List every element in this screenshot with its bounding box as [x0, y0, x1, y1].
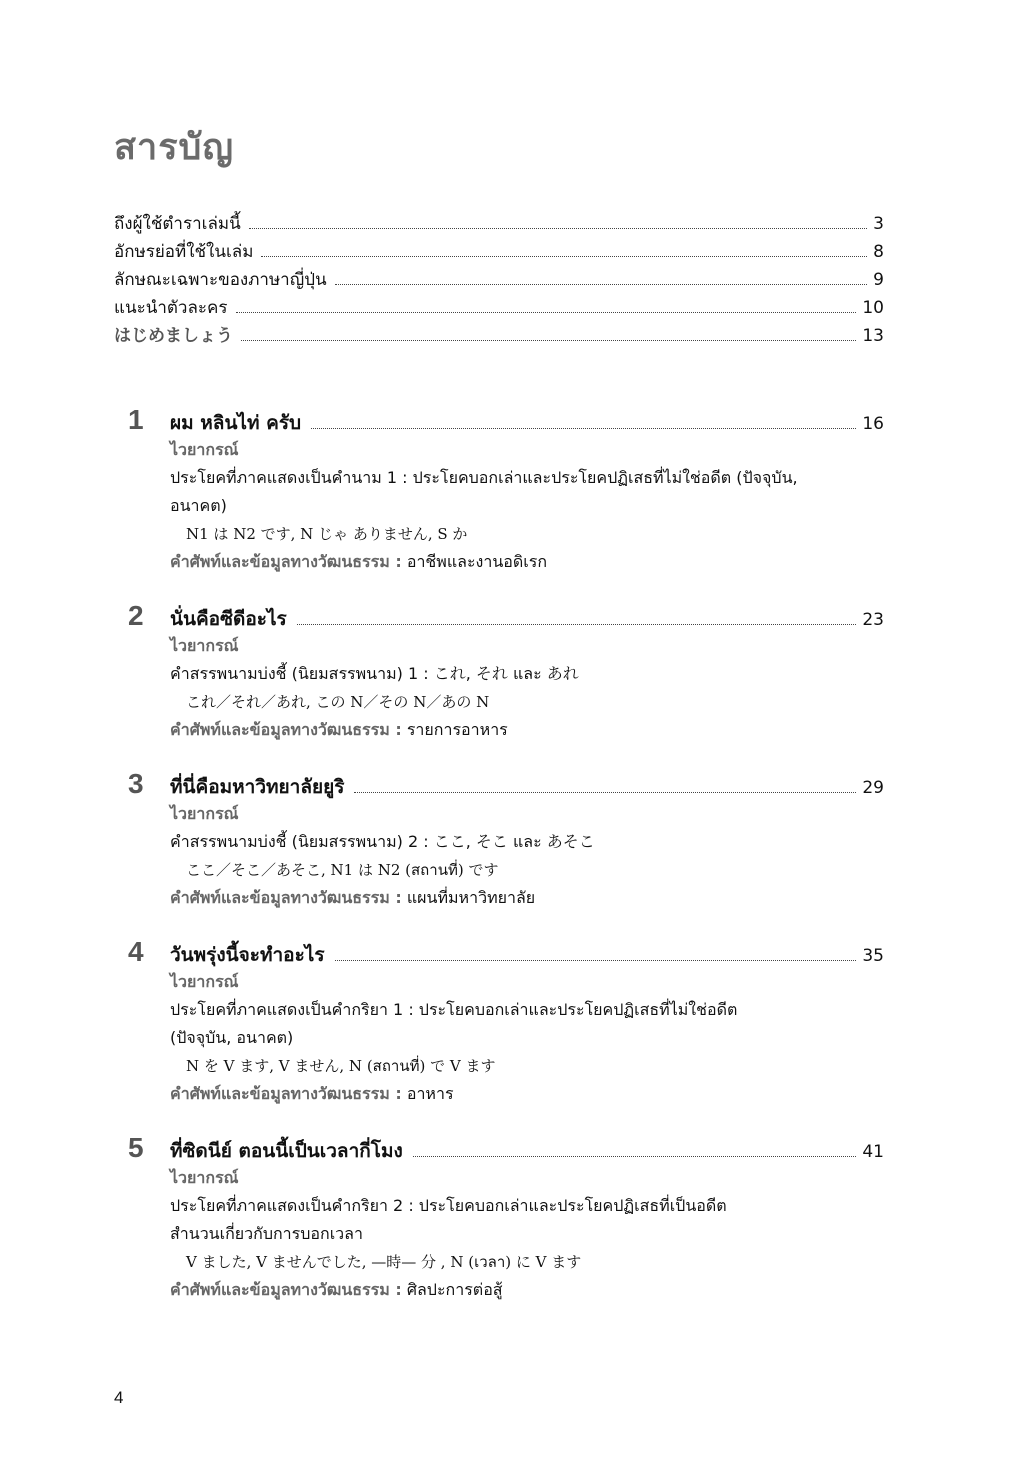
toc-entry-page: 9: [873, 270, 884, 290]
toc-entry-page: 8: [873, 242, 884, 262]
chapter-title: ที่นี่คือมหาวิทยาลัยยูริ: [170, 776, 345, 798]
dot-leader: [413, 1155, 857, 1157]
chapter-1: [128, 404, 884, 576]
chapter-3: [128, 768, 884, 912]
dot-leader: [241, 339, 856, 341]
dot-leader: [297, 623, 857, 625]
chapter-title: วันพรุ่งนี้จะทำอะไร: [170, 944, 325, 966]
grammar-pattern: N を V ます, V ません, N (สถานที่) で V ます: [186, 1057, 496, 1075]
dot-leader: [335, 959, 857, 961]
toc-entry-label: ถึงผู้ใช้ตำราเล่มนี้: [114, 214, 241, 234]
grammar-line: อนาคต): [170, 496, 227, 515]
chapter-5: [128, 1132, 884, 1304]
chapter-heading[interactable]: [128, 600, 884, 632]
grammar-line: ประโยคที่ภาคแสดงเป็นคำนาม 1 : ประโยคบอกเล่าและประโยคปฏิเสธที่ไม่ใช่อดีต (ปัจจุบัน,: [170, 468, 798, 487]
toc-entry-japanese-features[interactable]: [114, 266, 884, 294]
toc-entry-hajimemashou[interactable]: [114, 322, 884, 350]
vocab-label: คำศัพท์และข้อมูลทางวัฒนธรรม :: [170, 1084, 402, 1103]
chapter-page: 29: [862, 778, 884, 798]
grammar-line: คำสรรพนามบ่งชี้ (นิยมสรรพนาม) 1 : これ, それ และ あれ: [170, 664, 579, 683]
chapter-number: 4: [128, 936, 144, 967]
chapter-page: 16: [862, 414, 884, 434]
vocab-line: [170, 1276, 884, 1304]
toc-entry-users-guide[interactable]: [114, 210, 884, 238]
grammar-line: ประโยคที่ภาคแสดงเป็นคำกริยา 1 : ประโยคบอกเล่าและประโยคปฏิเสธที่ไม่ใช่อดีต: [170, 1000, 738, 1019]
page-number: 4: [114, 1388, 124, 1407]
chapter-number: 2: [128, 600, 144, 631]
vocab-label: คำศัพท์และข้อมูลทางวัฒนธรรม :: [170, 1280, 402, 1299]
chapter-2: [128, 600, 884, 744]
toc-entry-page: 10: [862, 298, 884, 318]
grammar-heading: ไวยากรณ์: [170, 804, 239, 823]
toc-entry-characters[interactable]: [114, 294, 884, 322]
dot-leader: [354, 791, 856, 793]
grammar-pattern: ここ／そこ／あそこ, N1 は N2 (สถานที่) です: [186, 861, 499, 879]
vocab-line: [170, 548, 884, 576]
page-title: สารบัญ: [114, 127, 235, 168]
grammar-heading: ไวยากรณ์: [170, 440, 239, 459]
grammar-line: (ปัจจุบัน, อนาคต): [170, 1028, 294, 1047]
dot-leader: [261, 255, 867, 257]
vocab-line: [170, 884, 884, 912]
toc-entry-page: 3: [873, 214, 884, 234]
toc-entry-page: 13: [862, 326, 884, 346]
toc-entry-label: はじめましょう: [114, 326, 233, 346]
grammar-pattern: V ました, V ませんでした, —時— 分 , N (เวลา) に V ます: [186, 1253, 582, 1271]
chapter-heading[interactable]: [128, 404, 884, 436]
vocab-line: [170, 1080, 884, 1108]
grammar-line: สำนวนเกี่ยวกับการบอกเวลา: [170, 1224, 363, 1243]
grammar-pattern: N1 は N2 です, N じゃ ありません, S か: [186, 525, 468, 543]
grammar-heading: ไวยากรณ์: [170, 972, 239, 991]
toc-entry-label: อักษรย่อที่ใช้ในเล่ม: [114, 242, 254, 262]
vocab-label: คำศัพท์และข้อมูลทางวัฒนธรรม :: [170, 552, 402, 571]
grammar-line: ประโยคที่ภาคแสดงเป็นคำกริยา 2 : ประโยคบอกเล่าและประโยคปฏิเสธที่เป็นอดีต: [170, 1196, 727, 1215]
vocab-topic: รายการอาหาร: [406, 720, 508, 739]
grammar-heading: ไวยากรณ์: [170, 1168, 239, 1187]
chapter-heading[interactable]: [128, 936, 884, 968]
chapter-number: 3: [128, 768, 144, 799]
chapter-4: [128, 936, 884, 1108]
chapter-heading[interactable]: [128, 768, 884, 800]
chapter-number: 5: [128, 1132, 144, 1163]
chapter-page: 35: [862, 946, 884, 966]
vocab-topic: ศิลปะการต่อสู้: [406, 1280, 503, 1299]
toc-entry-abbreviations[interactable]: [114, 238, 884, 266]
chapter-title: ที่ซิดนีย์ ตอนนี้เป็นเวลากี่โมง: [170, 1140, 403, 1162]
vocab-topic: แผนที่มหาวิทยาลัย: [406, 888, 536, 907]
vocab-line: [170, 716, 884, 744]
vocab-topic: อาชีพและงานอดิเรก: [406, 552, 548, 571]
vocab-topic: อาหาร: [406, 1084, 454, 1103]
chapter-page: 41: [862, 1142, 884, 1162]
grammar-pattern: これ／それ／あれ, この N／その N／あの N: [186, 693, 490, 711]
vocab-label: คำศัพท์และข้อมูลทางวัฒนธรรม :: [170, 888, 402, 907]
grammar-line: คำสรรพนามบ่งชี้ (นิยมสรรพนาม) 2 : ここ, そこ และ あそこ: [170, 832, 595, 851]
grammar-heading: ไวยากรณ์: [170, 636, 239, 655]
chapter-page: 23: [862, 610, 884, 630]
chapter-title: นั่นคือซีดีอะไร: [170, 608, 287, 630]
chapter-heading[interactable]: [128, 1132, 884, 1164]
vocab-label: คำศัพท์และข้อมูลทางวัฒนธรรม :: [170, 720, 402, 739]
dot-leader: [236, 311, 857, 313]
dot-leader: [311, 427, 856, 429]
chapter-title: ผม หลินไท่ ครับ: [170, 412, 302, 434]
dot-leader: [335, 283, 868, 285]
toc-entry-label: ลักษณะเฉพาะของภาษาญี่ปุ่น: [114, 270, 327, 290]
dot-leader: [249, 227, 867, 229]
chapter-number: 1: [128, 404, 144, 435]
toc-entry-label: แนะนำตัวละคร: [114, 298, 228, 318]
